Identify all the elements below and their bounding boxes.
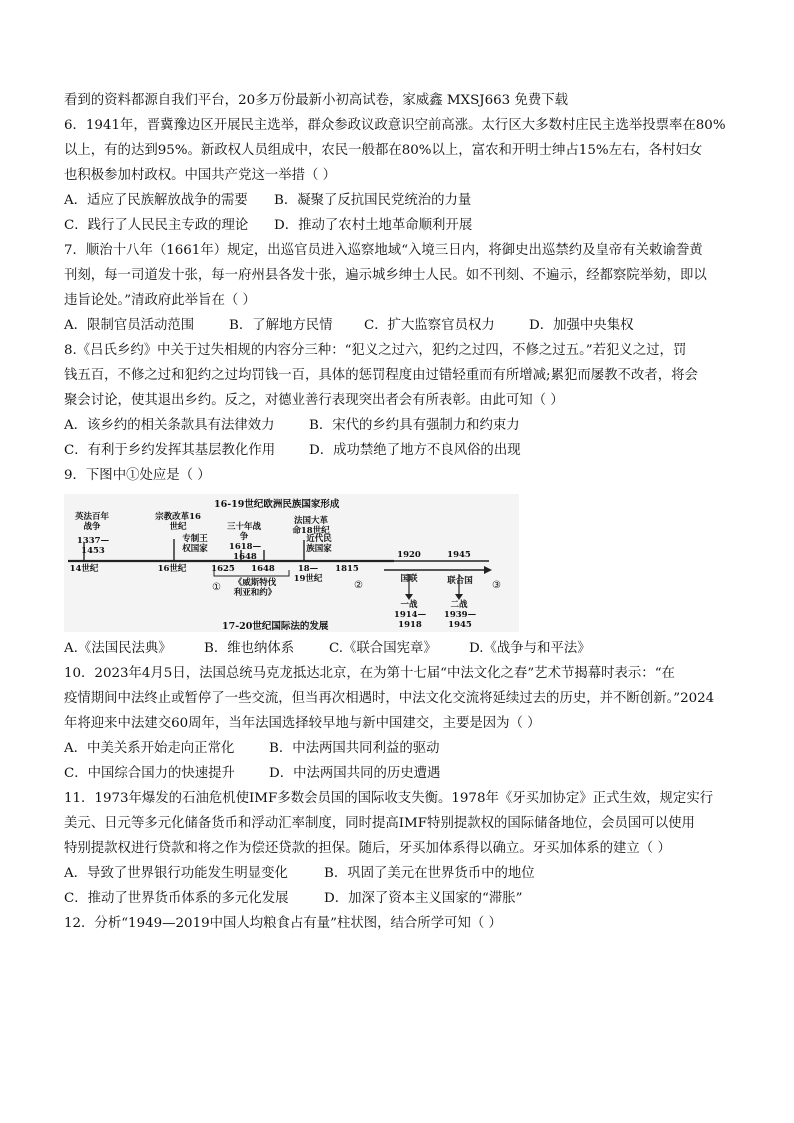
figure-label: 国联	[400, 574, 418, 584]
figure-bottom-title: 17-20世纪国际法的发展	[222, 621, 329, 632]
question-text-line: 疫情期间中法终止或暂停了一些交流，但当再次相遇时，中法文化交流将延续过去的历史，并不断创新。”2024	[64, 691, 715, 706]
option-b[interactable]: B．宋代的乡约具有强制力和约束力	[309, 418, 520, 433]
question-text-line: 9．下图中①处应是（ ）	[64, 468, 211, 483]
options-row	[64, 213, 740, 238]
question-text-line: 6．1941年，晋冀豫边区开展民主选举，群众参政议政意识空前高涨。太行区大多数村庄民主选举投票率在80%	[64, 118, 726, 133]
options-row	[64, 736, 740, 761]
options-row	[64, 313, 740, 338]
figure-label: 1815	[335, 564, 359, 574]
question-text-line: 12．分析“1949—2019中国人均粮食占有量”柱状图，结合所学可知（ ）	[64, 916, 502, 931]
option-d[interactable]: D.《战争与和平法》	[469, 641, 591, 656]
figure-label: 专制王权国家	[182, 534, 208, 554]
option-b[interactable]: B．维也纳体系	[204, 641, 295, 656]
option-c[interactable]: C.《联合国宪章》	[329, 641, 437, 656]
figure-label: 1337—1453	[76, 536, 110, 556]
question-12	[64, 911, 740, 936]
option-b[interactable]: B．凝聚了反抗国民党统治的力量	[274, 193, 472, 208]
figure-label: 宗教改革16世纪	[155, 512, 201, 532]
options-row	[64, 761, 740, 786]
option-a[interactable]: A．中美关系开始走向正常化	[64, 741, 235, 756]
question-8	[64, 338, 740, 463]
header-note: 看到的资料都源自我们平台，20多万份最新小初高试卷，家威鑫 MXSJ663 免费下载	[64, 93, 569, 108]
option-c[interactable]: C．践行了人民民主专政的理论	[64, 218, 249, 233]
option-d[interactable]: D．成功禁绝了地方不良风俗的出现	[309, 443, 521, 458]
question-text-line: 违旨论处。”清政府此举旨在（ ）	[64, 293, 256, 308]
question-text-line: 10．2023年4月5日，法国总统马克龙抵达北京，在为第十七届“中法文化之春”艺术节揭幕时表示：“在	[64, 666, 675, 681]
option-a[interactable]: A．适应了民族解放战争的需要	[64, 193, 248, 208]
options-row	[64, 886, 740, 911]
marker-3: ③	[492, 580, 501, 591]
option-d[interactable]: D．中法两国共同的历史遭遇	[269, 766, 441, 781]
question-text-line: 年将迎来中法建交60周年，当年法国选择较早地与新中国建交，主要是因为（ ）	[64, 716, 541, 731]
figure-label: 1914—1918	[393, 610, 427, 630]
question-text-line: 8.《吕氏乡约》中关于过失相规的内容分三种：“犯义之过六，犯约之过四，不修之过五。”若犯义之过，罚	[64, 343, 687, 358]
option-c[interactable]: C．中国综合国力的快速提升	[64, 766, 235, 781]
figure-label: 18—19世纪	[293, 564, 323, 584]
options-row	[64, 188, 740, 213]
figure-label: 1618—1648	[228, 542, 262, 562]
marker-2: ②	[354, 580, 363, 591]
figure-label: 一战	[400, 600, 418, 610]
options-row	[64, 861, 740, 886]
option-a[interactable]: A．该乡约的相关条款具有法律效力	[64, 418, 275, 433]
options-row	[64, 438, 740, 463]
question-7	[64, 238, 740, 338]
question-text-line: 刊刻，每一司道发十张，每一府州县各发十张，遍示城乡绅士人民。如不刊刻、不遍示，经都察院举劾，即以	[64, 268, 707, 283]
option-b[interactable]: B．巩固了美元在世界货币中的地位	[324, 866, 535, 881]
marker-1: ①	[212, 582, 221, 593]
timeline-figure	[64, 494, 519, 632]
question-6	[64, 113, 740, 238]
figure-label: 《威斯特伐利亚和约》	[233, 578, 277, 598]
figure-label: 16世纪	[157, 564, 187, 574]
figure-label: 英法百年战争	[74, 512, 109, 532]
figure-label: 1625	[211, 564, 235, 574]
figure-title: 16-19世纪欧洲民族国家形成	[214, 499, 340, 510]
exam-page	[64, 88, 740, 936]
figure-label: 1945	[447, 550, 471, 560]
question-11	[64, 786, 740, 911]
figure-label: 近代民族国家	[306, 534, 332, 554]
question-9	[64, 463, 740, 661]
question-text-line: 钱五百，不修之过和犯约之过均罚钱一百，具体的惩罚程度由过错轻重而有所增减;累犯而屡教不改者，将会	[64, 368, 698, 383]
option-c[interactable]: C．推动了世界货币体系的多元化发展	[64, 891, 289, 906]
option-b[interactable]: B．了解地方民情	[229, 318, 333, 333]
figure-label: 1939—1945	[443, 610, 477, 630]
option-a[interactable]: A.《法国民法典》	[64, 641, 172, 656]
figure-label: 三十年战争	[226, 522, 261, 542]
option-b[interactable]: B．中法两国共同利益的驱动	[269, 741, 440, 756]
question-text-line: 特别提款权进行贷款和将之作为偿还贷款的担保。随后，牙买加体系得以确立。牙买加体系的建立（ ）	[64, 841, 671, 856]
question-text-line: 以上，有的达到95%。新政权人员组成中，农民一般都在80%以上，富农和开明士绅占15%左右，各村妇女	[64, 143, 703, 158]
question-10	[64, 661, 740, 786]
figure-label: 1920	[397, 550, 421, 560]
option-d[interactable]: D．推动了农村土地革命顺利开展	[274, 218, 473, 233]
figure-label: 法国大革命18世纪	[292, 516, 330, 536]
figure-label: 联合国	[447, 576, 473, 586]
figure-label: 二战	[450, 600, 468, 610]
option-a[interactable]: A．导致了世界银行功能发生明显变化	[64, 866, 288, 881]
option-d[interactable]: D．加深了资本主义国家的“滞胀”	[324, 891, 523, 906]
question-text-line: 聚会讨论，使其退出乡约。反之，对德业善行表现突出者会有所表彰。由此可知（ ）	[64, 393, 564, 408]
options-row	[64, 413, 740, 438]
question-text-line: 7．顺治十八年（1661年）规定，出巡官员进入巡察地域“入境三日内，将御史出巡禁约及皇帝有关敕谕誊黄	[64, 243, 703, 258]
figure-label: 14世纪	[69, 564, 99, 574]
question-text-line: 11．1973年爆发的石油危机使IMF多数会员国的国际收支失衡。1978年《牙买加协定》正式生效，规定实行	[64, 791, 714, 806]
option-d[interactable]: D．加强中央集权	[529, 318, 634, 333]
options-row	[64, 636, 740, 661]
figure-label: 1648	[251, 564, 275, 574]
option-a[interactable]: A．限制官员活动范围	[64, 318, 195, 333]
option-c[interactable]: C．扩大监察官员权力	[364, 318, 495, 333]
option-c[interactable]: C．有利于乡约发挥其基层教化作用	[64, 443, 276, 458]
question-text-line: 也积极参加村政权。中国共产党这一举措（ ）	[64, 168, 337, 183]
question-text-line: 美元、日元等多元化储备货币和浮动汇率制度，同时提高IMF特别提款权的国际储备地位，会员国可以使用	[64, 816, 695, 831]
